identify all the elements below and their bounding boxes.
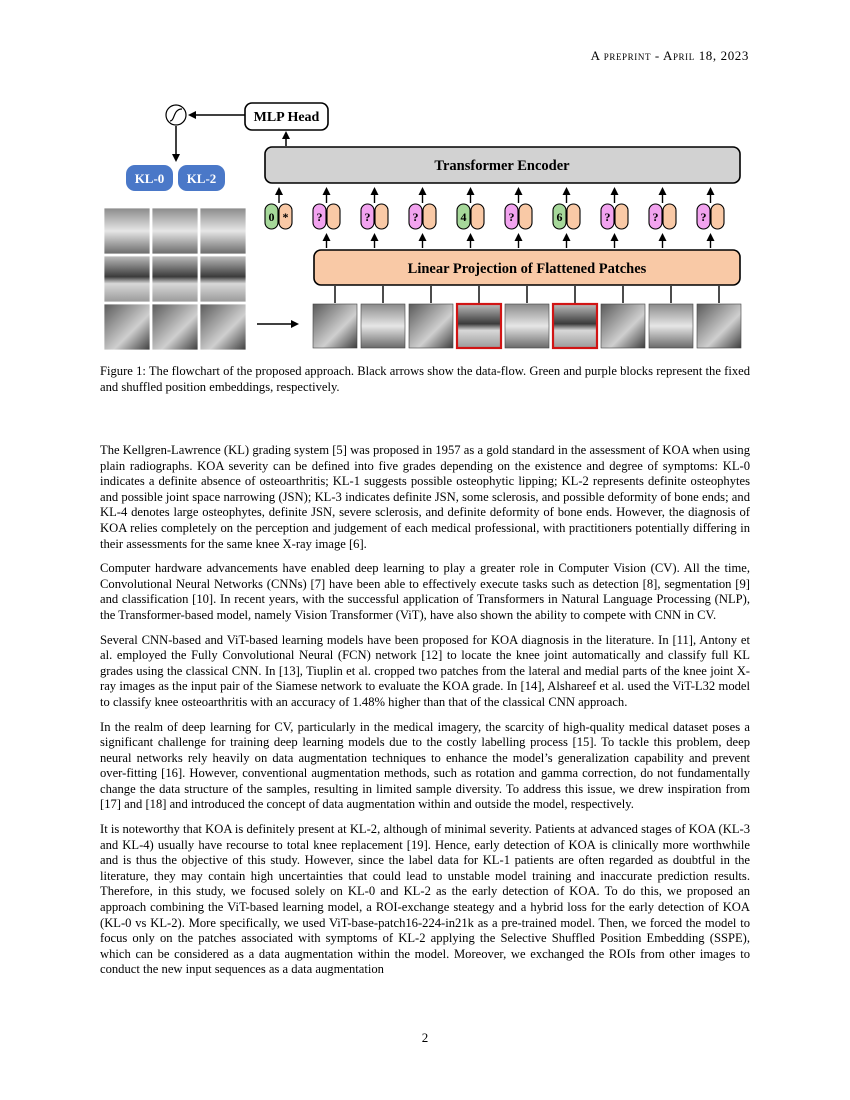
patch-token-pair <box>697 204 724 229</box>
patch-row <box>313 286 741 348</box>
paragraph-hardware: Computer hardware advancements have enabled deep learning to play a greater role in Computer Vision (CV). All the time, Convolutional Neural Networks (CNNs) [7] have been able to effectively execute tasks such as detection [8], segmentation [9] and classification [10]. In recent years, with the successful application of Transformers in Natural Language Processing (NLP), the Transformer-based model, namely Vision Transformer (ViT), have also shown the ability to compete with CNN in CV. <box>100 561 750 622</box>
image-patch <box>313 304 357 348</box>
image-patch <box>361 304 405 348</box>
class-token-index: 0 <box>268 210 275 224</box>
image-patch <box>409 304 453 348</box>
source-grid-cell <box>152 256 198 302</box>
running-header: A preprint - April 18, 2023 <box>590 48 749 63</box>
source-xray-grid <box>104 208 246 350</box>
image-patch <box>505 304 549 348</box>
kl-2-label: KL-2 <box>186 171 217 186</box>
patch-token-pair <box>409 204 436 229</box>
source-grid-cell <box>200 304 246 350</box>
patch-token-pair <box>601 204 628 229</box>
kl-0-badge <box>126 165 173 191</box>
patch-token-pair <box>649 204 676 229</box>
position-embedding-label: 4 <box>460 210 467 224</box>
caption-label: Figure 1: <box>100 364 146 378</box>
linear-projection-label: Linear Projection of Flattened Patches <box>407 261 647 277</box>
source-grid-cell <box>200 256 246 302</box>
position-embedding-label: ? <box>508 210 515 224</box>
position-embedding-label: 6 <box>556 210 563 224</box>
paragraph-kl-grading: The Kellgren-Lawrence (KL) grading system [5] was proposed in 1957 as a gold standard in the assessment of KOA when using plain radiographs. KOA severity can be defined into five grades depending on the existence and degree of symptoms: KL-0 indicates a definite absence of osteoarthritis; KL-1 suggests possible osteophytic lipping; KL-2 represents definite osteophytes and possible joint space narrowing (JSN); KL-3 indicates definite JSN, some sclerosis, and possible deformity of bone ends; and KL-4 denotes large osteophytes, definite JSN, severe sclerosis, and definite deformity of bone ends. However, the diagnosis of KOA relies completely on the perception and judgement of each medical professional, with practitioners potentially differing in their assessments for the same knee X-ray image [6]. <box>100 443 750 551</box>
position-embedding-label: ? <box>700 210 707 224</box>
transformer-encoder-label: Transformer Encoder <box>434 158 570 174</box>
embedding-token-row <box>265 189 724 248</box>
patch-token-pair <box>361 204 388 229</box>
image-patch <box>697 304 741 348</box>
source-grid-cell <box>152 304 198 350</box>
sigmoid-icon <box>166 105 186 125</box>
position-embedding-label: ? <box>412 210 419 224</box>
flowchart-diagram <box>95 96 755 358</box>
patch-token-pair <box>313 204 340 229</box>
source-grid-cell <box>152 208 198 254</box>
mlp-head-block <box>245 103 328 130</box>
figure-1 <box>95 96 755 358</box>
class-token-star: * <box>282 210 289 224</box>
source-grid-cell <box>200 208 246 254</box>
position-embedding-label: ? <box>652 210 659 224</box>
paragraph-related-work: Several CNN-based and ViT-based learning models have been proposed for KOA diagnosis in the literature. In [11], Antony et al. employed the Fully Convolutional Neural (FCN) network [12] to locate the knee joint automatically and classify full KL grades using the classical CNN. In [13], Tiuplin et al. cropped two patches from the lateral and medial parts of the knee joint X-ray images as the input pair of the Siamese network to evaluate the KOA grade. In [14], Alshareef et al. used the ViT-L32 model to classify knee osteoarthritis with an accuracy of 1.48% higher than that of the classical CNN approach. <box>100 632 750 709</box>
kl-2-badge <box>178 165 225 191</box>
position-embedding-label: ? <box>604 210 611 224</box>
kl-0-label: KL-0 <box>134 171 165 186</box>
image-patch <box>649 304 693 348</box>
position-embedding-label: ? <box>364 210 371 224</box>
patch-token-pair <box>457 204 484 229</box>
mlp-head-label: MLP Head <box>253 110 320 125</box>
patch-token-pair <box>553 204 580 229</box>
source-grid-cell <box>104 256 150 302</box>
body-text <box>100 443 750 987</box>
source-grid-cell <box>104 208 150 254</box>
source-grid-cell <box>104 304 150 350</box>
roi-patch <box>457 304 501 348</box>
paragraph-objective: It is noteworthy that KOA is definitely present at KL-2, although of minimal severity. Patients at advanced stages of KOA (KL-3 and KL-4) usually have recourse to total knee replacement [19]. Hence, early detection of KOA is clinically more worthwhile and is thus the objective of this study. However, since the label data for KL-1 patients are often regarded as doubtful in the literature, they may contain high uncertainties that could lead to unstable model training and inaccurate prediction results. Therefore, in this study, we focused solely on KL-0 and KL-2 as the early detection of KOA. To do this, we proposed an approach combining the ViT-based learning model, a ROI-exchange steategy and a hybrid loss for the early detection of KOA (KL-0 vs KL-2). More specifically, we used ViT-base-patch16-224-in21k as a pre-trained model. Then, we forced the model to focus only on the patches associated with symptoms of KL-2 applying the Selective Shuffled Position Embedding (SSPE), which can be considered as a data augmentation within the model. Moreover, we exchanged the ROIs from other images to conduct the new input sequences as a data augmentation <box>100 822 750 977</box>
position-embedding-label: ? <box>316 210 323 224</box>
class-token-pair <box>265 204 292 229</box>
paragraph-data-augmentation: In the realm of deep learning for CV, particularly in the medical imagery, the scarcity of high-quality medical dataset poses a significant challenge for training deep learning models due to the costly labelling process [15]. To tackle this problem, deep neural networks rely heavily on data augmentation techniques to enhance the model’s generalization capability and prevent over-fitting [16]. However, conventional augmentation methods, such as rotation and gamma correction, do not fundamentally change the data structure of the samples, resulting in limited sample diversity. To address this issue, we drew inspiration from [17] and [18] and introduced the concept of data augmentation within and outside the model, respectively. <box>100 719 750 812</box>
roi-patch <box>553 304 597 348</box>
caption-text: The flowchart of the proposed approach. Black arrows show the data-flow. Green and purple blocks represent the fixed and shuffled position embeddings, respectively. <box>100 364 751 394</box>
image-patch <box>601 304 645 348</box>
patch-token-pair <box>505 204 532 229</box>
figure-caption <box>100 363 750 395</box>
transformer-encoder-block <box>265 147 740 183</box>
linear-projection-block <box>314 250 740 285</box>
page-number: 2 <box>421 1030 429 1045</box>
